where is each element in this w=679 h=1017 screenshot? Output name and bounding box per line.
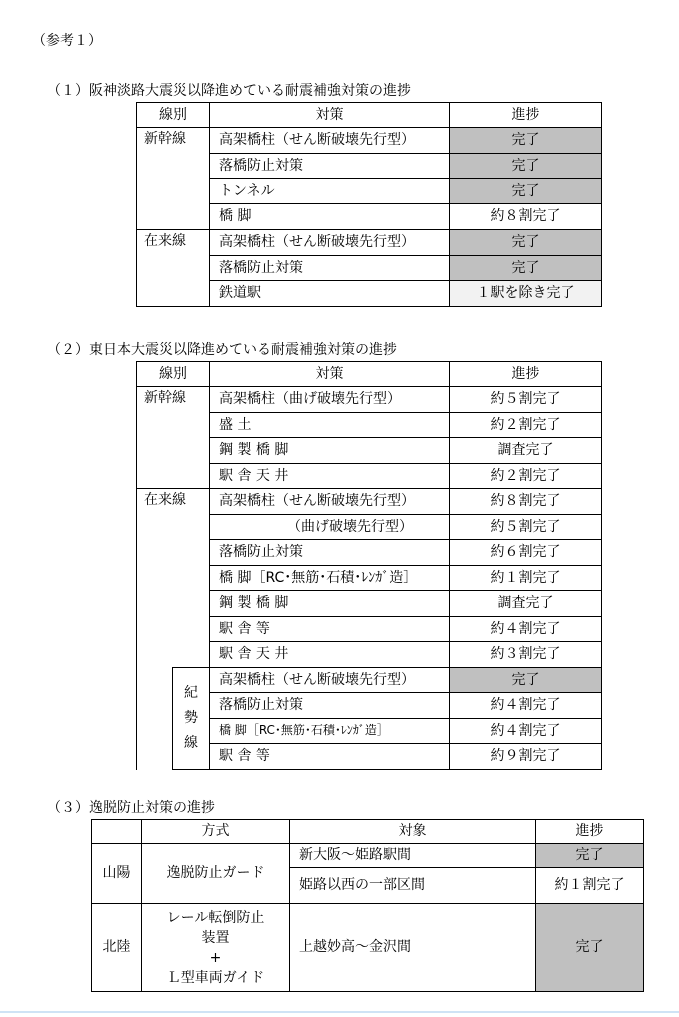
header-measure: 対策: [210, 103, 450, 128]
progress-cell: 完了: [450, 230, 602, 256]
measure-cell: 高架橋柱（曲げ破壊先行型）: [210, 387, 450, 413]
section2-title: （２）東日本大震災以降進めている耐震補強対策の進捗: [47, 342, 397, 358]
measure-cell: 橋 脚: [210, 204, 450, 230]
target-cell: 新大阪～姫路駅間: [290, 844, 536, 868]
progress-cell: 約４割完了: [450, 617, 602, 642]
measure-cell: 橋 脚［RC･無筋･石積･ﾚﾝｶﾞ造］: [210, 566, 450, 591]
progress-cell: 約５割完了: [450, 387, 602, 413]
line-hokuriku: 北陸: [92, 904, 142, 992]
measure-cell: 駅 舎 天 井: [210, 464, 450, 489]
measure-cell: 駅 舎 等: [210, 617, 450, 642]
section1-title: （１）阪神淡路大震災以降進めている耐震補強対策の進捗: [47, 83, 411, 99]
table-row: [92, 904, 644, 992]
progress-cell: 調査完了: [450, 438, 602, 464]
method-line: Ｌ型車両ガイド: [166, 969, 265, 986]
progress-cell: 調査完了: [450, 591, 602, 617]
progress-cell: 約１割完了: [536, 868, 644, 904]
progress-cell: 完了: [450, 154, 602, 179]
measure-cell: 高架橋柱（せん断破壊先行型）: [210, 128, 450, 154]
progress-cell: 約８割完了: [450, 489, 602, 515]
method-line: 装置: [201, 929, 230, 946]
progress-cell: 約４割完了: [450, 693, 602, 719]
line-conventional: 在来線: [137, 489, 210, 668]
progress-cell: 完了: [450, 256, 602, 281]
table-header-row: [137, 103, 602, 128]
measure-cell: 駅 舎 等: [210, 744, 450, 770]
table-row: [137, 230, 602, 256]
line-kisei: 紀 勢 線: [173, 668, 210, 770]
header-line: 線別: [137, 362, 210, 387]
table-header-row: [137, 362, 602, 387]
measure-cell: （曲げ破壊先行型）: [210, 515, 450, 540]
measure-cell: 高架橋柱（せん断破壊先行型）: [210, 230, 450, 256]
section1-table: [136, 102, 602, 307]
target-cell: 上越妙高～金沢間: [290, 904, 536, 992]
progress-cell: １駅を除き完了: [450, 281, 602, 307]
measure-cell: 高架橋柱（せん断破壊先行型）: [210, 668, 450, 693]
measure-cell: トンネル: [210, 179, 450, 204]
header-method: 方式: [142, 820, 290, 844]
conventional-line-spacer: [137, 668, 173, 770]
method-cell: 逸脱防止ガード: [142, 844, 290, 904]
progress-cell: 完了: [536, 904, 644, 992]
section2-table: [136, 361, 602, 770]
measure-cell: 落橋防止対策: [210, 540, 450, 566]
measure-cell: 落橋防止対策: [210, 154, 450, 179]
line-sanyo: 山陽: [92, 844, 142, 904]
table-header-row: [92, 820, 644, 844]
header-line: [92, 820, 142, 844]
progress-cell: 約２割完了: [450, 464, 602, 489]
progress-cell: 約８割完了: [450, 204, 602, 230]
table-row: [137, 668, 602, 693]
progress-cell: 約４割完了: [450, 719, 602, 744]
measure-cell: 落橋防止対策: [210, 693, 450, 719]
table-row: [137, 489, 602, 515]
bottom-divider: [0, 1011, 679, 1013]
line-conventional: 在来線: [137, 230, 210, 307]
progress-cell: 約２割完了: [450, 413, 602, 438]
target-cell: 姫路以西の一部区間: [290, 868, 536, 904]
table-row: [137, 387, 602, 413]
header-line: 線別: [137, 103, 210, 128]
header-target: 対象: [290, 820, 536, 844]
reference-label: （参考１）: [32, 33, 102, 49]
progress-cell: 約５割完了: [450, 515, 602, 540]
measure-cell: 駅 舎 天 井: [210, 642, 450, 668]
progress-cell: 約６割完了: [450, 540, 602, 566]
progress-cell: 完了: [450, 128, 602, 154]
measure-cell: 橋 脚［RC･無筋･石積･ﾚﾝｶﾞ造］: [210, 719, 450, 744]
measure-cell: 鋼 製 橋 脚: [210, 438, 450, 464]
section3-table: [91, 819, 644, 992]
method-cell: [142, 904, 290, 992]
measure-cell: 盛 土: [210, 413, 450, 438]
progress-cell: 約１割完了: [450, 566, 602, 591]
measure-cell: 高架橋柱（せん断破壊先行型）: [210, 489, 450, 515]
progress-cell: 完了: [536, 844, 644, 868]
line-shinkansen: 新幹線: [137, 128, 210, 230]
header-progress: 進捗: [536, 820, 644, 844]
section3-title: （３）逸脱防止対策の進捗: [47, 800, 215, 816]
measure-cell: 鋼 製 橋 脚: [210, 591, 450, 617]
progress-cell: 約９割完了: [450, 744, 602, 770]
method-line: +: [209, 949, 222, 966]
header-measure: 対策: [210, 362, 450, 387]
header-progress: 進捗: [450, 362, 602, 387]
measure-cell: 鉄道駅: [210, 281, 450, 307]
header-progress: 進捗: [450, 103, 602, 128]
progress-cell: 完了: [450, 179, 602, 204]
method-line: レール転倒防止: [166, 909, 265, 926]
progress-cell: 完了: [450, 668, 602, 693]
table-row: [92, 844, 644, 868]
line-shinkansen: 新幹線: [137, 387, 210, 489]
table-row: [137, 128, 602, 154]
measure-cell: 落橋防止対策: [210, 256, 450, 281]
progress-cell: 約３割完了: [450, 642, 602, 668]
